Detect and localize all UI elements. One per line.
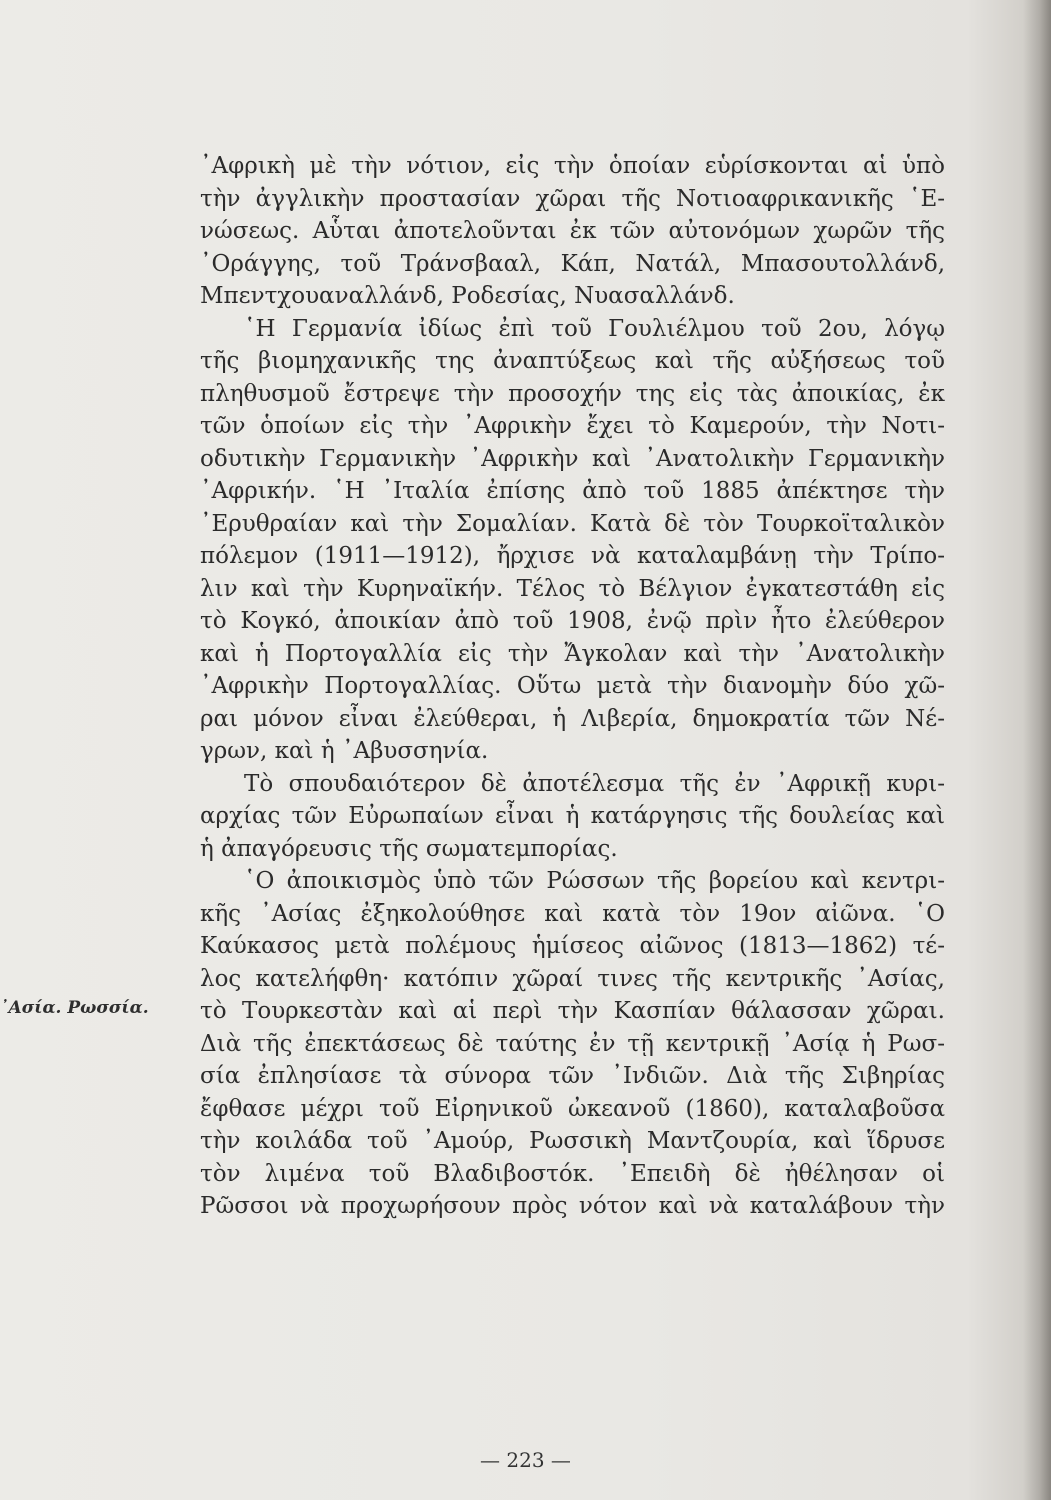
page-number: — 223 —	[480, 1448, 571, 1472]
text-line: τὸν λιμένα τοῦ Βλαδιβοστόκ. ᾿Επειδὴ δὲ ἠθέλησαν οἱ	[200, 1160, 945, 1187]
text-line: νώσεως. Αὗται ἀποτελοῦνται ἐκ τῶν αὐτονόμων χωρῶν τῆς	[200, 218, 945, 244]
text-line: τῶν ὁποίων εἰς τὴν ᾿Αφρικὴν ἔχει τὸ Καμερούν, τὴν Νοτι-	[200, 413, 945, 439]
text-line: κῆς ᾿Ασίας ἐξηκολούθησε καὶ κατὰ τὸν 19ον αἰῶνα. ῾Ο	[200, 900, 945, 927]
page-spine-shadow	[1023, 0, 1051, 1500]
text-line: Καύκασος μετὰ πολέμους ἡμίσεος αἰῶνος (1813—1862) τέ-	[200, 933, 945, 959]
text-line: Τὸ σπουδαιότερον δὲ ἀποτέλεσμα τῆς ἐν ᾿Αφρικῇ κυρι-	[244, 770, 945, 797]
margin-note: ᾿Ασία. Ρωσσία.	[0, 998, 149, 1018]
body-text	[200, 150, 945, 1223]
text-line: γρων, καὶ ἡ ᾿Αβυσσηνία.	[200, 738, 489, 764]
text-line: πόλεμον (1911—1912), ἤρχισε νὰ καταλαμβάνῃ τὴν Τρίπο-	[200, 543, 945, 569]
text-line: ῾Η Γερμανία ἰδίως ἐπὶ τοῦ Γουλιέλμου τοῦ 2ου, λόγῳ	[244, 315, 945, 342]
text-line: καὶ ἡ Πορτογαλλία εἰς τὴν Ἄγκολαν καὶ τὴν ᾿Ανατολικὴν	[200, 640, 945, 667]
text-line: λιν καὶ τὴν Κυρηναϊκήν. Τέλος τὸ Βέλγιον ἐγκατεστάθη εἰς	[200, 575, 945, 602]
text-line: ᾿Ερυθραίαν καὶ τὴν Σομαλίαν. Κατὰ δὲ τὸν Τουρκοϊταλικὸν	[200, 510, 945, 537]
text-line: πληθυσμοῦ ἔστρεψε τὴν προσοχήν της εἰς τὰς ἀποικίας, ἐκ	[200, 380, 945, 407]
text-line: τῆς βιομηχανικῆς της ἀναπτύξεως καὶ τῆς αὐξήσεως τοῦ	[200, 348, 945, 374]
text-line: τὸ Τουρκεστὰν καὶ αἱ περὶ τὴν Κασπίαν θάλασσαν χῶραι.	[200, 998, 945, 1024]
text-line: αρχίας τῶν Εὐρωπαίων εἶναι ἡ κατάργησις τῆς δουλείας καὶ	[200, 803, 945, 829]
text-line: ᾿Οράγγης, τοῦ Τράνσβααλ, Κάπ, Νατάλ, Μπασουτολλάνδ,	[200, 250, 945, 277]
text-line: λος κατελήφθη· κατόπιν χῶραί τινες τῆς κεντρικῆς ᾿Ασίας,	[200, 965, 945, 992]
text-line: οδυτικὴν Γερμανικὴν ᾿Αφρικὴν καὶ ᾿Ανατολικὴν Γερμανικὴν	[200, 445, 945, 472]
text-line: ῾Ο ἀποικισμὸς ὑπὸ τῶν Ρώσσων τῆς βορείου καὶ κεντρι-	[244, 868, 945, 894]
text-line: ραι μόνον εἶναι ἐλεύθεραι, ἡ Λιβερία, δημοκρατία τῶν Νέ-	[200, 705, 945, 732]
text-line: ᾿Αφρικὴν Πορτογαλλίας. Οὕτω μετὰ τὴν διανομὴν δύο χῶ-	[200, 673, 945, 699]
text-line: τὴν ἀγγλικὴν προστασίαν χῶραι τῆς Νοτιοαφρικανικῆς ῾Ε-	[200, 185, 945, 212]
text-line: τὸ Κογκό, ἀποικίαν ἀπὸ τοῦ 1908, ἐνῷ πρὶν ἦτο ἐλεύθερον	[200, 608, 945, 634]
text-line: ᾿Αφρικήν. ῾Η ᾿Ιταλία ἐπίσης ἀπὸ τοῦ 1885 ἀπέκτησε τὴν	[200, 478, 945, 504]
text-line: ᾿Αφρικὴ μὲ τὴν νότιον, εἰς τὴν ὁποίαν εὑρίσκονται αἱ ὑπὸ	[200, 153, 945, 179]
text-line: ἡ ἀπαγόρευσις τῆς σωματεμπορίας.	[200, 835, 618, 862]
text-line: τὴν κοιλάδα τοῦ ᾿Αμούρ, Ρωσσικὴ Μαντζουρία, καὶ ἵδρυσε	[200, 1128, 945, 1154]
text-line: Ρῶσσοι νὰ προχωρήσουν πρὸς νότον καὶ νὰ καταλάβουν τὴν	[200, 1193, 945, 1219]
text-line: σία ἐπλησίασε τὰ σύνορα τῶν ᾿Ινδιῶν. Διὰ τῆς Σιβηρίας	[200, 1063, 945, 1089]
text-line: ἔφθασε μέχρι τοῦ Εἰρηνικοῦ ὠκεανοῦ (1860), καταλαβοῦσα	[200, 1095, 945, 1122]
text-line: Διὰ τῆς ἐπεκτάσεως δὲ ταύτης ἐν τῇ κεντρικῇ ᾿Ασίᾳ ἡ Ρωσ-	[200, 1030, 945, 1057]
text-line: Μπεντχουαναλλάνδ, Ροδεσίας, Νυασαλλάνδ.	[200, 283, 735, 309]
